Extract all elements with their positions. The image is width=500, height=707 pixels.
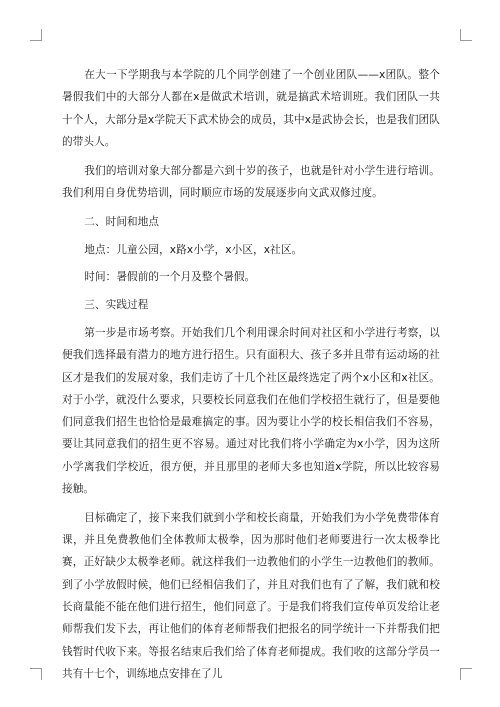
- section-heading-time-place: 二、时间和地点: [84, 215, 160, 228]
- paragraph-intro: 在大一下学期我与本学院的几个同学创建了一个创业团队——x团队。整个暑假我们中的大部分人都在x是做武术培训，就是搞武术培训班。我们团队一共十个人，大部分是x学院天下武术协会的成员，其中x是武协会长，也是我们团队的带头人。: [62, 69, 440, 148]
- crop-mark-bottom-left-v: [41, 668, 42, 680]
- crop-mark-top-right-v: [460, 29, 461, 41]
- section-heading-process: 三、实践过程: [84, 299, 149, 312]
- time-line: 时间：暑假前的一个月及整个暑假。: [84, 271, 256, 284]
- paragraph-training-target: 我们的培训对象大部分都是六到十岁的孩子，也就是针对小学生进行培训。我们利用自身优势培训，同时顺应市场的发展逐步向文武双修过度。: [62, 164, 440, 199]
- document-body: [62, 64, 440, 692]
- crop-mark-bottom-right-v: [460, 668, 461, 680]
- crop-mark-top-left-v: [41, 29, 42, 41]
- paragraph-negotiation: 目标确定了，接下来我们就到小学和校长商量，开始我们为小学免费带体育课，并且免费教他们全体教师太极拳，因为那时他们老师要进行一次太极拳比赛，正好缺少太极拳老师。就这样我们一边教他们的小学生一边教他们的教师。到了小学放假时候，他们已经相信我们了，并且对我们也有了了解，我们就和校长商量能不能在他们进行招生，他们同意了。于是我们将我们宣传单页发给让老师帮我们发下去，再让他们的体育老师帮我们把报名的同学统计一下并帮我们把钱暂时代收下来。等报名结束后我们给了体育老师提成。我们收的这部分学员一共有十七个，训练地点安排在了儿: [62, 511, 440, 680]
- location-line: 地点：儿童公园，x路x小学，x小区，x社区。: [84, 243, 303, 256]
- crop-mark-top-right-h: [460, 40, 472, 41]
- crop-mark-bottom-right-h: [460, 668, 472, 669]
- paragraph-market-survey: 第一步是市场考察。开始我们几个利用课余时间对社区和小学进行考察，以便我们选择最有潜力的地方进行招生。只有面积大、孩子多并且带有运动场的社区才是我们的发展对象，我们走访了十几个社区最终选定了两个x小区和x社区。对于小学，就没什么要求，只要校长同意我们在他们学校招生就行了，但是要他们同意我们招生也恰恰是最难搞定的事。因为要让小学的校长相信我们不容易，要让其同意我们的招生更不容易。通过对比我们将小学确定为x小学，因为这所小学离我们学校近，很方便，并且那里的老师大多也知道x学院，所以比较容易接触。: [62, 326, 440, 496]
